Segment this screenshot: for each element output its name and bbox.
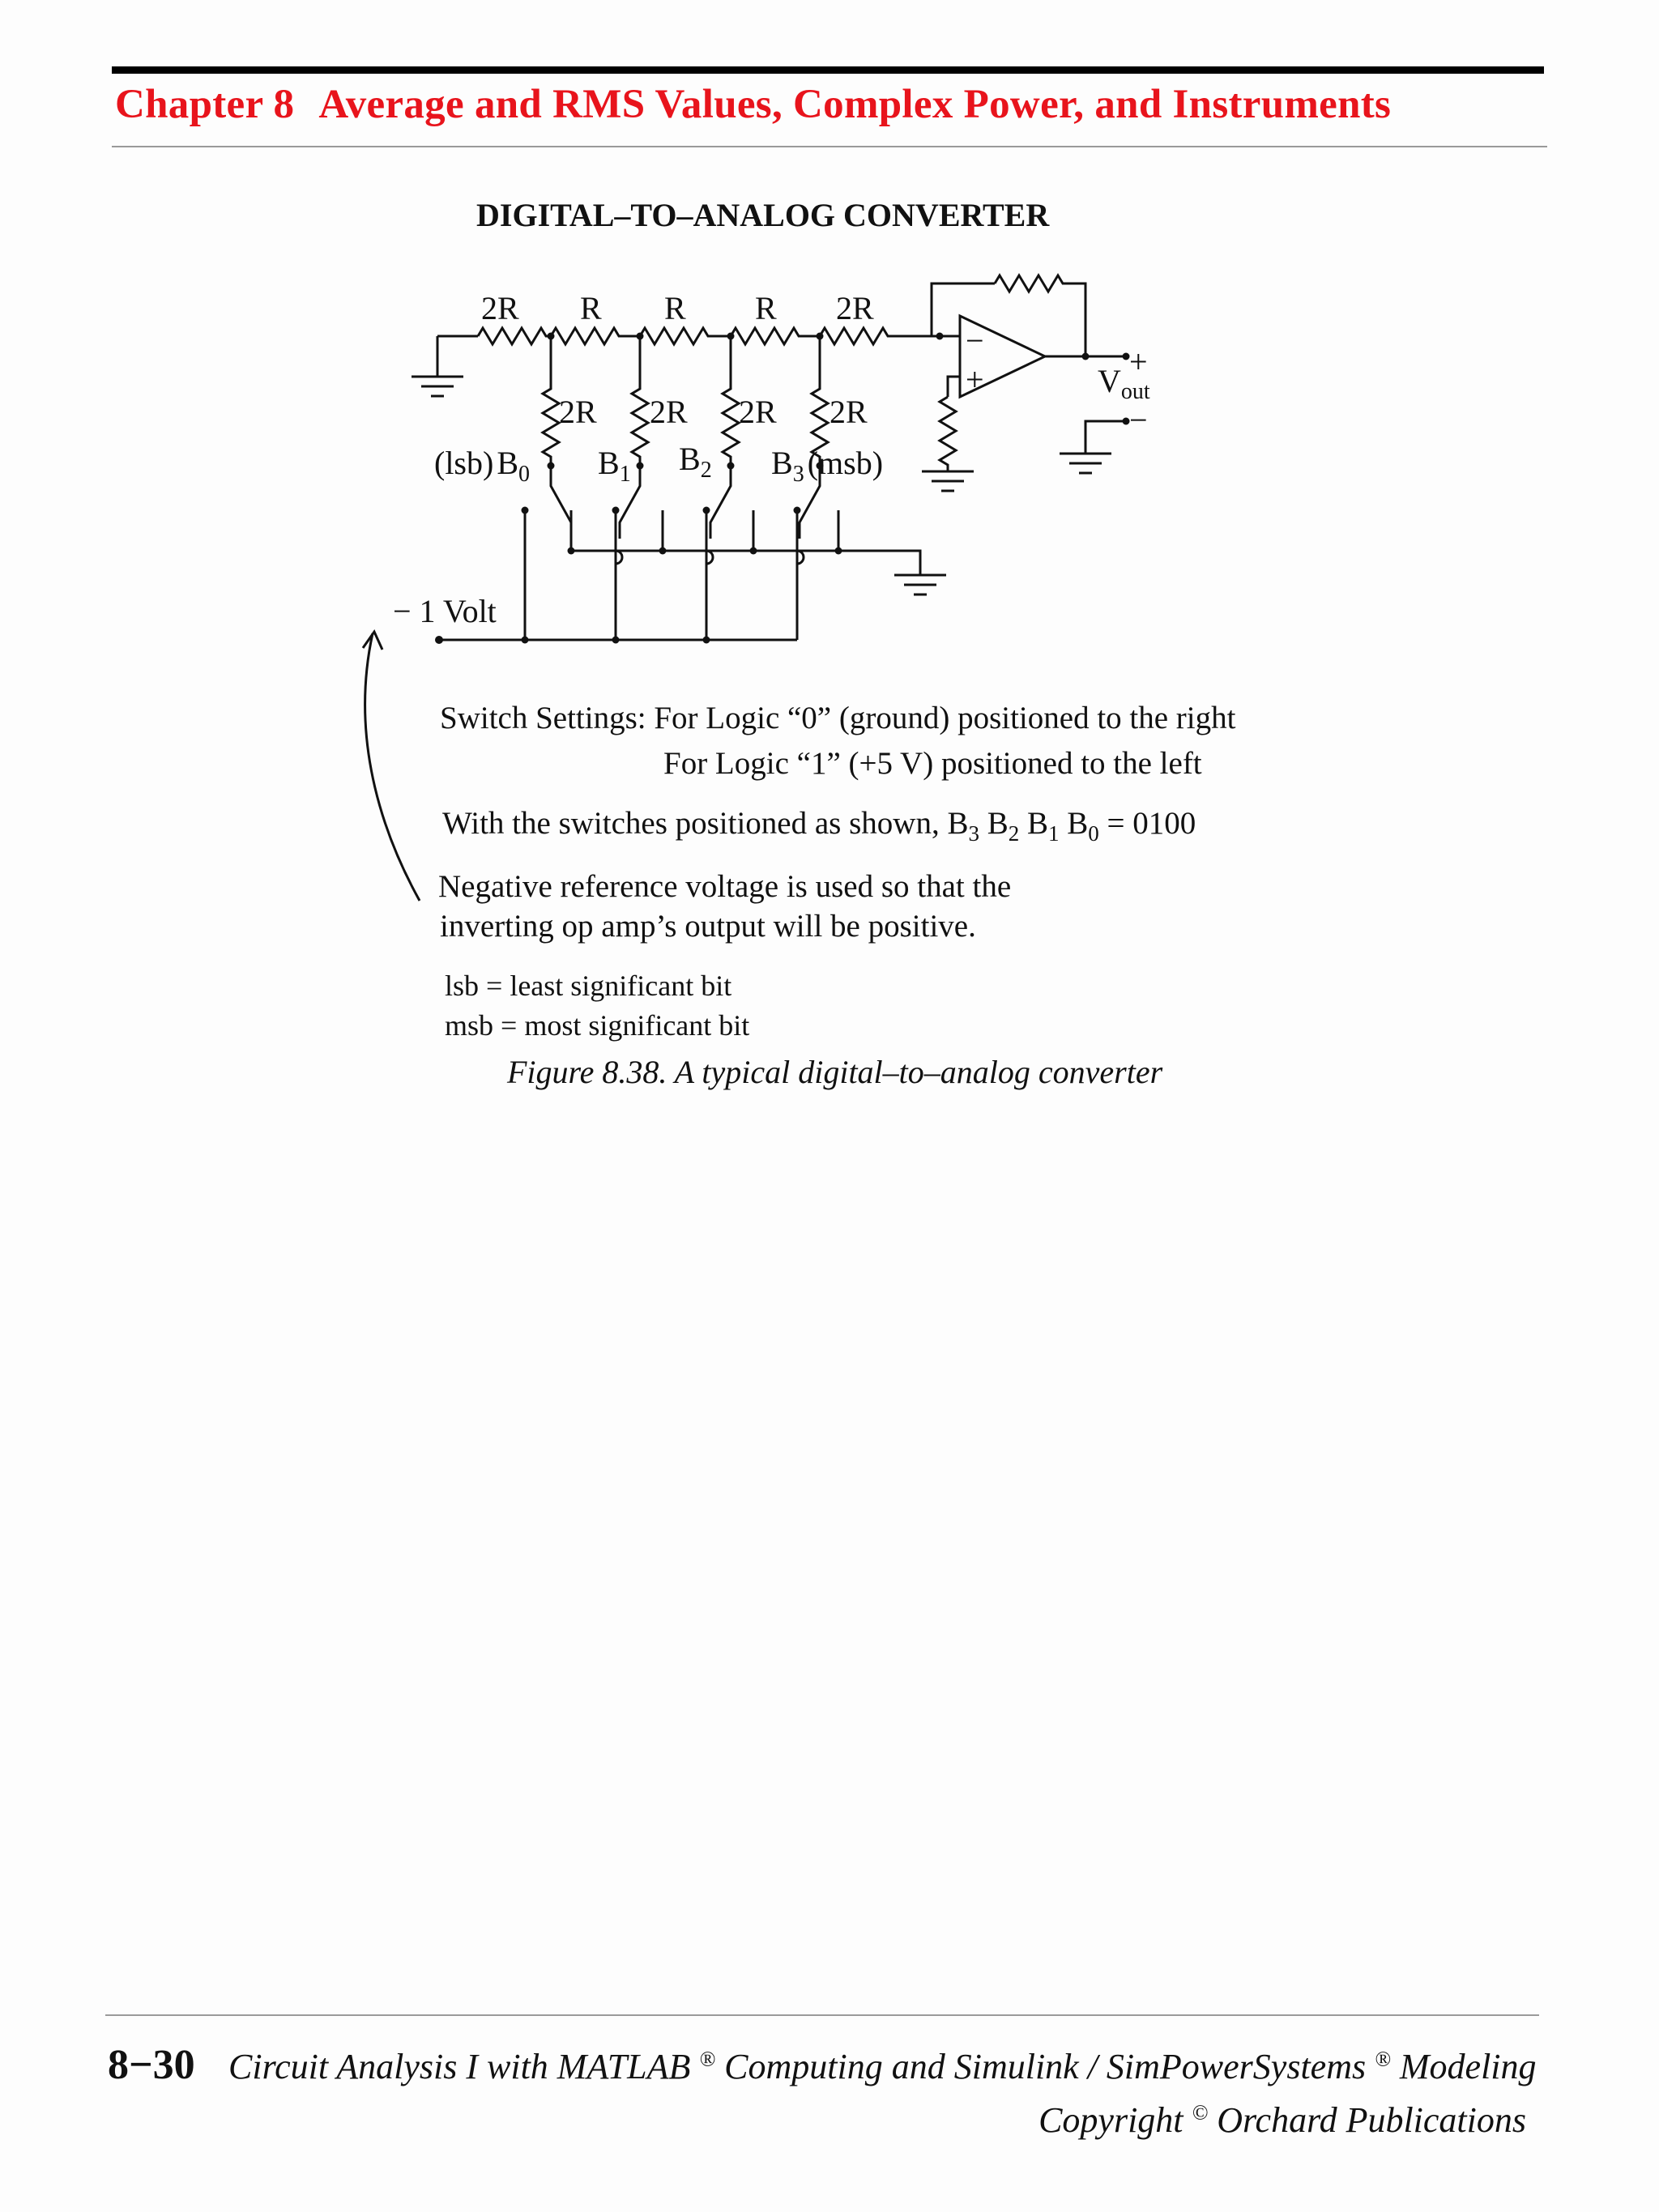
- label-2r-shunt-b2: 2R: [739, 394, 777, 430]
- label-r2-series: R: [664, 290, 686, 326]
- opamp-noninverting-input: [948, 377, 960, 397]
- ground-symbol-output: [1060, 454, 1111, 473]
- ground-symbol-left: [412, 377, 463, 396]
- label-2r-shunt-b3: 2R: [830, 394, 868, 430]
- left-ground-wire: [437, 336, 478, 377]
- bit-label-b0: (lsb) $B_0$: [434, 445, 531, 487]
- resistor-2r-shunt-b0: [543, 336, 571, 539]
- ground-symbol-bus: [894, 575, 946, 595]
- chapter-title: Average and RMS Values, Complex Power, and Instruments: [318, 82, 1392, 127]
- switch-contact-dots: [522, 507, 842, 555]
- footer-divider: [105, 2014, 1539, 2016]
- book-title: Circuit Analysis I with MATLAB ® Computing and Simulink / SimPowerSystems ® Modeling: [228, 2047, 1537, 2086]
- resistor-r1-series: [551, 328, 640, 344]
- ground-symbol-opamp: [922, 471, 974, 491]
- vout-label: $V_{out}$: [1098, 363, 1150, 404]
- label-2r-shunt-b0: 2R: [559, 394, 597, 430]
- bit-label-b3: $B_3$ (msb): [771, 445, 884, 487]
- resistor-2r-shunt-b1: [620, 336, 648, 539]
- resistor-2r-shunt-b2: [710, 336, 739, 539]
- lsb-definition: lsb = least significant bit: [445, 970, 732, 1002]
- resistor-r3-series: [731, 328, 820, 344]
- wire-hops: [616, 551, 804, 564]
- left-contact-leads: [525, 510, 797, 640]
- opamp-minus-label: −: [966, 322, 984, 359]
- msb-definition: msb = most significant bit: [445, 1009, 750, 1042]
- resistor-2r-series: [478, 328, 551, 344]
- output-ground-wire: [1085, 421, 1126, 454]
- switch-position-statement: With the switches positioned as shown, $B_3$ $B_2$ $B_1$ $B_0 = 0100$: [442, 806, 1196, 846]
- opamp-plus-label: +: [966, 361, 984, 398]
- figure-caption: Figure 8.38. A typical digital–to–analog converter: [507, 1054, 1163, 1090]
- bit-label-b2: $B_2$: [679, 441, 712, 483]
- bit-label-b1: $B_1$: [598, 445, 631, 487]
- page-number: 8−30: [108, 2042, 195, 2088]
- switch-settings-line-2: For Logic “1” (+5 V) positioned to the left: [663, 746, 1202, 781]
- label-r3-series: R: [755, 290, 777, 326]
- output-minus-label: −: [1129, 402, 1148, 438]
- figure-title: DIGITAL–TO–ANALOG CONVERTER: [476, 197, 1050, 233]
- resistor-2r-shunt-b3: [800, 336, 828, 539]
- label-2r-shunt-b1: 2R: [650, 394, 688, 430]
- chapter-number: Chapter 8: [115, 82, 295, 127]
- label-2r-feed: 2R: [836, 290, 874, 326]
- resistor-2r-feed: [820, 328, 940, 344]
- label-2r-series: 2R: [481, 290, 519, 326]
- negative-reference-line-2: inverting op amp’s output will be positive.: [440, 909, 976, 944]
- resistor-r2-series: [640, 328, 731, 344]
- resistor-feedback: [995, 275, 1085, 356]
- copyright-line: Copyright © Orchard Publications: [1038, 2100, 1526, 2140]
- output-plus-label: +: [1129, 343, 1148, 380]
- label-r1-series: R: [580, 290, 602, 326]
- annotation-arrowhead-icon: [363, 632, 382, 650]
- annotation-arrow: [365, 633, 420, 901]
- reference-voltage-label: − 1 Volt: [393, 593, 497, 629]
- switch-settings-line-1: Switch Settings: For Logic “0” (ground) positioned to the right: [440, 701, 1236, 735]
- negative-reference-line-1: Negative reference voltage is used so that the: [438, 869, 1012, 904]
- ground-bus: [571, 551, 920, 575]
- resistor-noninverting: [940, 397, 956, 471]
